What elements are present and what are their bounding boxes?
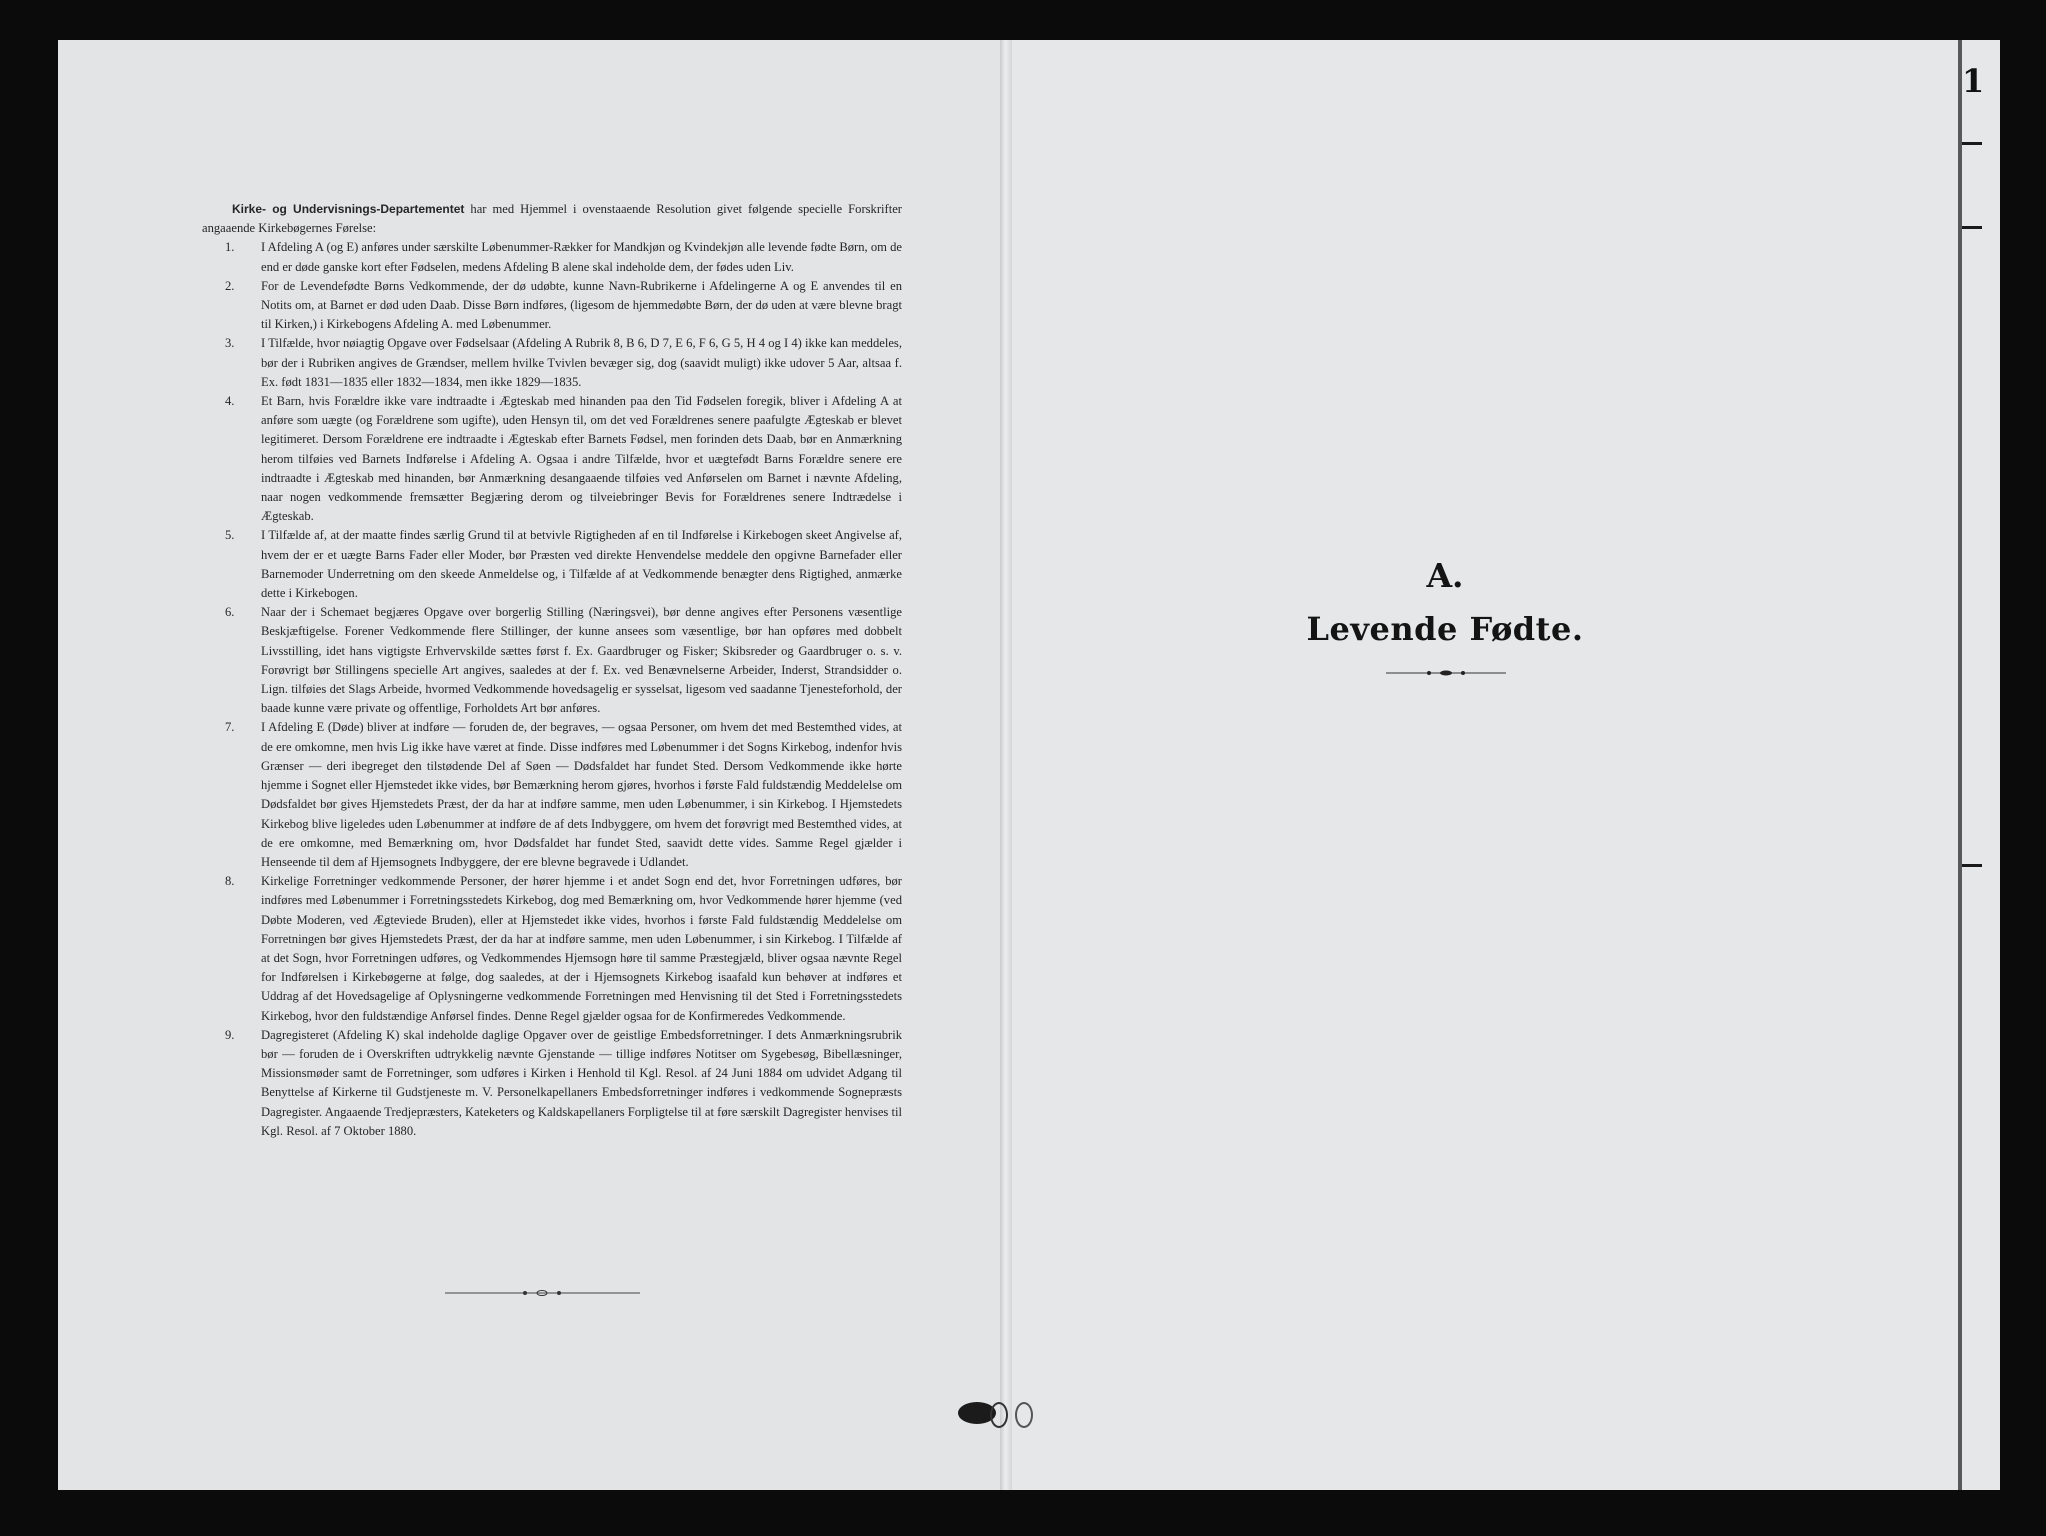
edge-tab-mark (1962, 226, 1982, 229)
department-name: Kirke- og Undervisnings-Departementet (232, 202, 465, 216)
rule-number: 1. (225, 240, 235, 255)
rule-item (202, 718, 902, 872)
edge-tab-mark (1962, 864, 1982, 867)
rule-text: I Tilfælde, hvor nøiagtig Opgave over Fødselsaar (Afdeling A Rubrik 8, B 6, D 7, E 6, F 6, G 5, H 4 og I 4) ikke kan meddeles, bør der i Rubriken angives de Grændser, mellem hvilke Tvivlen bevæger sig, dog (saavidt muligt) ikke udover 5 Aar, altsaa f. Ex. født 1831—1835 eller 1832—1834, men ikke 1829—1835. (261, 336, 902, 389)
rule-number: 6. (225, 605, 235, 620)
binding-mark (1015, 1402, 1033, 1428)
rule-number: 7. (225, 720, 235, 735)
right-ornament-rule (1386, 669, 1506, 677)
rule-text: I Tilfælde af, at der maatte findes særlig Grund til at betvivle Rigtigheden af en til Indførelse i Kirkebogen skeet Angivelse af, hvem der er et uægte Barns Fader eller Moder, bør Præsten ved direkte Henvendelse meddele den opgivne Barnefader eller Barnemoder Underretning om den skeede Anmeldelse og, i Tilfælde af at Vedkommende benægter dens Rigtighed, anmærke dette i Kirkebogen. (261, 528, 902, 601)
rule-number: 2. (225, 278, 235, 293)
right-page (1005, 40, 2000, 1490)
rule-item (202, 238, 902, 276)
rule-text: For de Levendefødte Børns Vedkommende, der dø udøbte, kunne Navn-Rubrikerne i Afdelingerne A og E anvendes til en Notits om, at Barnet er død uden Daab. Disse Børn indføres, (ligesom de hjemmedøbte Børn, der dø uden at være blevne bragt til Kirken,) i Kirkebogens Afdeling A. med Løbenummer. (261, 278, 902, 332)
intro-text: har med Hjemmel i ovenstaaende Resolution givet følgende specielle Forskrifter angaaende Kirkebøgernes Førelse: (202, 202, 903, 236)
rule-number: 5. (225, 528, 235, 543)
rule-item (202, 277, 902, 335)
edge-tab-mark (1962, 142, 1982, 145)
instructions-text-block (202, 200, 902, 1141)
section-title: Levende Fødte. (1306, 610, 1584, 648)
rule-number: 3. (225, 336, 235, 351)
page-edge-strip (1958, 40, 1962, 1490)
left-ornament-rule (445, 1290, 640, 1296)
rule-item (202, 872, 902, 1026)
rule-item (202, 526, 902, 603)
section-letter: A. (1426, 556, 1464, 595)
rules-list (202, 238, 902, 1141)
page-number: 1 (1962, 62, 1985, 100)
rule-item (202, 1026, 902, 1141)
rule-item (202, 334, 902, 392)
rule-text: Dagregisteret (Afdeling K) skal indeholde daglige Opgaver over de geistlige Embedsforretninger. I dets Anmærkningsrubrik bør — foruden de i Overskriften udtrykkelig nævnte Gjenstande — tillige indføres Notitser om Sygebesøg, Bibellæsninger, Missionsmøder samt de Forretninger, som udføres i Kirken i Henhold til Kgl. Resol. af 24 Juni 1884 om udvidet Adgang til Benyttelse af Kirkerne til Gudstjeneste m. V. Personelkapellaners Embedsforretninger indføres i vedkommende Sognepræsts Dagregister. Angaaende Tredjepræsters, Kateketers og Kaldskapellaners Forpligtelse til at føre særskilt Dagregister henvises til Kgl. Resol. af 7 Oktober 1880. (261, 1027, 902, 1138)
rule-text: Naar der i Schemaet begjæres Opgave over borgerlig Stilling (Næringsvei), bør denne angives efter Personens væsentlige Beskjæftigelse. Forener Vedkommende flere Stillinger, der kunne ansees som væsentlige, bør han opføres med dobbelt Livsstilling, idet hans vigtigste Erhvervskilde sættes først f. Ex. Gaardbruger og Fisker; Skibsreder og Gaardbruger o. s. v. Forøvrigt bør Stillingens specielle Art angives, saaledes at der f. Ex. ved Benævnelserne Arbeider, Inderst, Strandsidder o. Lign. tilføies det Slags Arbeide, hvormed Vedkommende hovedsagelig er sysselsat, ligesom ved saadanne Tjenesteforhold, der baade kunne være private og offentlige, Forholdets Art bør anføres. (261, 605, 902, 716)
rule-text: I Afdeling A (og E) anføres under særskilte Løbenummer-Rækker for Mandkjøn og Kvindekjøn alle levende fødte Børn, om de end er døde ganske kort efter Fødselen, medens Afdeling B alene skal indeholde dem, der fødes uden Liv. (261, 240, 902, 274)
rule-number: 4. (225, 394, 235, 409)
binding-mark (990, 1402, 1008, 1428)
rule-number: 8. (225, 874, 235, 889)
rule-text: I Afdeling E (Døde) bliver at indføre — foruden de, der begraves, — ogsaa Personer, om hvem det med Bestemthed vides, at de ere omkomne, men hvis Lig ikke have været at finde. Disse indføres med Løbenummer i det Sogns Kirkebog, indenfor hvis Grænser — deri ibegreget den tilstødende Del af Søen — Dødsfaldet har fundet Sted. Dersom Vedkommende ikke hørte hjemme i Sognet eller Hjemstedet ikke vides, bør Bemærkning herom gjøres, hvorhos i første Fald fuldstændig Meddelelse om Dødsfaldet bør gives Hjemstedets Præst, der da har at indføre samme, men uden Løbenummer, i sin Kirkebog. I Hjemstedets Kirkebog blive ligeledes uden Løbenummer at indføre de af dets Indbyggere, om hvem det forøvrigt med Bestemthed vides, at de ere omkomne, med Bemærkning om, hvor Dødsfaldet har fundet Sted, saavidt dette vides. Samme Regel gjælder i Henseende til dem af Hjemsognets Indbyggere, der ere blevne begravede i Udlandet. (261, 720, 902, 869)
rule-text: Et Barn, hvis Forældre ikke vare indtraadte i Ægteskab med hinanden paa den Tid Fødselen foregik, bliver i Afdeling A at anføre som uægte (og Forældrene som ugifte), uden Hensyn til, om det ved Forældrenes senere paafulgte Ægteskab er blevet legitimeret. Dersom Forældrene ere indtraadte i Ægteskab efter Barnets Fødsel, men forinden dets Daab, bør en Anmærkning herom tilføies ved Barnets Indførelse i Afdeling A. Ogsaa i andre Tilfælde, hvor et uægtefødt Barns Forældre senere ere indtraadte i Ægteskab med hinanden, bør Anmærkning desangaaende tilføies ved Anførselen om Barnet i nævnte Afdeling, naar nogen vedkommende fremsætter Begjæring derom og tilveiebringer Bevis for Forældrenes senere Indtrædelse i Ægteskab. (261, 394, 902, 524)
rule-item (202, 392, 902, 526)
book-gutter (1000, 40, 1012, 1490)
rule-number: 9. (225, 1027, 235, 1042)
rule-text: Kirkelige Forretninger vedkommende Personer, der hører hjemme i et andet Sogn end det, hvor Forretningen udføres, bør indføres med Løbenummer i Forretningsstedets Kirkebog, dog med Bemærkning om, hvor Vedkommende hører hjemme (ved Døbte Moderen, ved Ægteviede Bruden), eller at Hjemstedet ikke vides, hvorhos i første Fald fuldstændig Meddelelse om Forretningen bør gives Hjemstedets Præst, der da har at indføre samme, men uden Løbenummer, i sin Kirkebog. I Tilfælde af at det Sogn, hvor Forretningen udføres, og Vedkommendes Hjemsogn høre til samme Præstegjæld, bliver ogsaa nævnte Regel for Indførelsen i Kirkebøgerne at følge, dog saaledes, at der i Hjemsognets Kirkebog isaafald kun behøver at indføres et Uddrag af det Hovedsagelige af Oplysningerne vedkommende Forretningen med Henvisning til det Sted i Forretningsstedets Kirkebog, hvor den fuldstændige Anførsel findes. Denne Regel gjælder ogsaa for de Konfirmeredes Vedkommende. (261, 874, 902, 1023)
rule-item (202, 603, 902, 718)
intro-paragraph (202, 200, 902, 238)
